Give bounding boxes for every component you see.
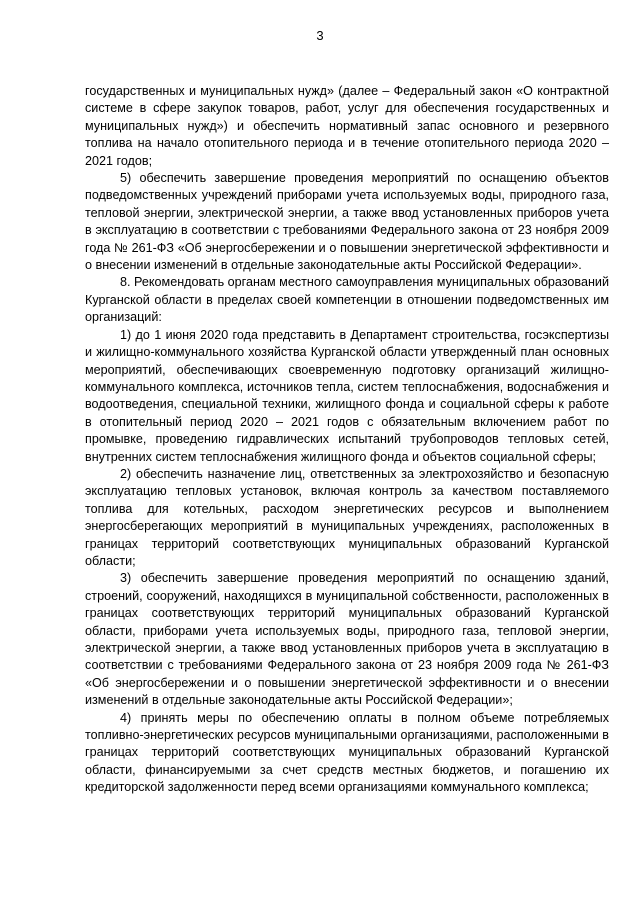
paragraph-item-3-metering-municipal: 3) обеспечить завершение проведения мероприятий по оснащению зданий, строений, сооружений, находящихся в муниципальной собственности, расположенных в границах соответствующих территорий муниципальных образований Курганской области, приборами учета используемых воды, природного газа, тепловой энергии, электрической энергии, а также ввод установленных приборов учета в эксплуатацию в соответствии с требованиями Федерального закона от 23 ноября 2009 года № 261-ФЗ «Об энергосбережении и о повышении энергетической эффективности и о внесении изменений в отдельные законодательные акты Российской Федерации»; [85, 571, 609, 708]
paragraph-item-4-payment: 4) принять меры по обеспечению оплаты в полном объеме потребляемых топливно-энергетических ресурсов муниципальными организациями, расположенными в границах территорий соответствующих муниципальных образований Курганской области, финансируемыми за счет средств местных бюджетов, и погашению их кредиторской задолженности перед всеми организациями коммунального комплекса; [85, 710, 609, 795]
paragraph-item-1-plan: 1) до 1 июня 2020 года представить в Департамент строительства, госэкспертизы и жилищно-коммунального хозяйства Курганской области утвержденный план основных мероприятий, обеспечивающих своевременную подготовку организаций жилищно-коммунального комплекса, источников тепла, систем теплоснабжения, водоснабжения и водоотведения, специальной техники, жилищного фонда и социальной сферы к работе в отопительный период 2020 – 2021 годов с обязательным включением работ по промывке, проведению гидравлических испытаний трубопроводов тепловых сетей, внутренних систем теплоснабжения жилищного фонда и объектов социальной сферы; [85, 327, 609, 464]
paragraph-item-2-responsible-persons: 2) обеспечить назначение лиц, ответственных за электрохозяйство и безопасную эксплуатацию тепловых установок, включая контроль за качеством поставляемого топлива для котельных, расходом энергетических ресурсов и выполнением энергосберегающих мероприятий в муниципальных учреждениях, расположенных в границах территорий соответствующих муниципальных образований Курганской области; [85, 466, 609, 568]
page-number: 3 [316, 28, 324, 43]
document-body [85, 83, 609, 797]
paragraph-continuation-procurement: государственных и муниципальных нужд» (далее – Федеральный закон «О контрактной системе в сфере закупок товаров, работ, услуг для обеспечения государственных и муниципальных нужд») и обеспечить нормативный запас основного и резервного топлива на начало отопительного периода и в течение отопительного периода 2020 – 2021 годов; [85, 84, 609, 168]
paragraph-item-5-metering: 5) обеспечить завершение проведения мероприятий по оснащению объектов подведомственных учреждений приборами учета используемых воды, природного газа, тепловой энергии, электрической энергии, а также ввод установленных приборов учета в эксплуатацию в соответствии с требованиями Федерального закона от 23 ноября 2009 года № 261-ФЗ «Об энергосбережении и о повышении энергетической эффективности и о внесении изменений в отдельные законодательные акты Российской Федерации». [85, 171, 609, 273]
paragraph-section-8-recommendation: 8. Рекомендовать органам местного самоуправления муниципальных образований Курганской области в пределах своей компетенции в отношении подведомственных им организаций: [85, 275, 609, 325]
